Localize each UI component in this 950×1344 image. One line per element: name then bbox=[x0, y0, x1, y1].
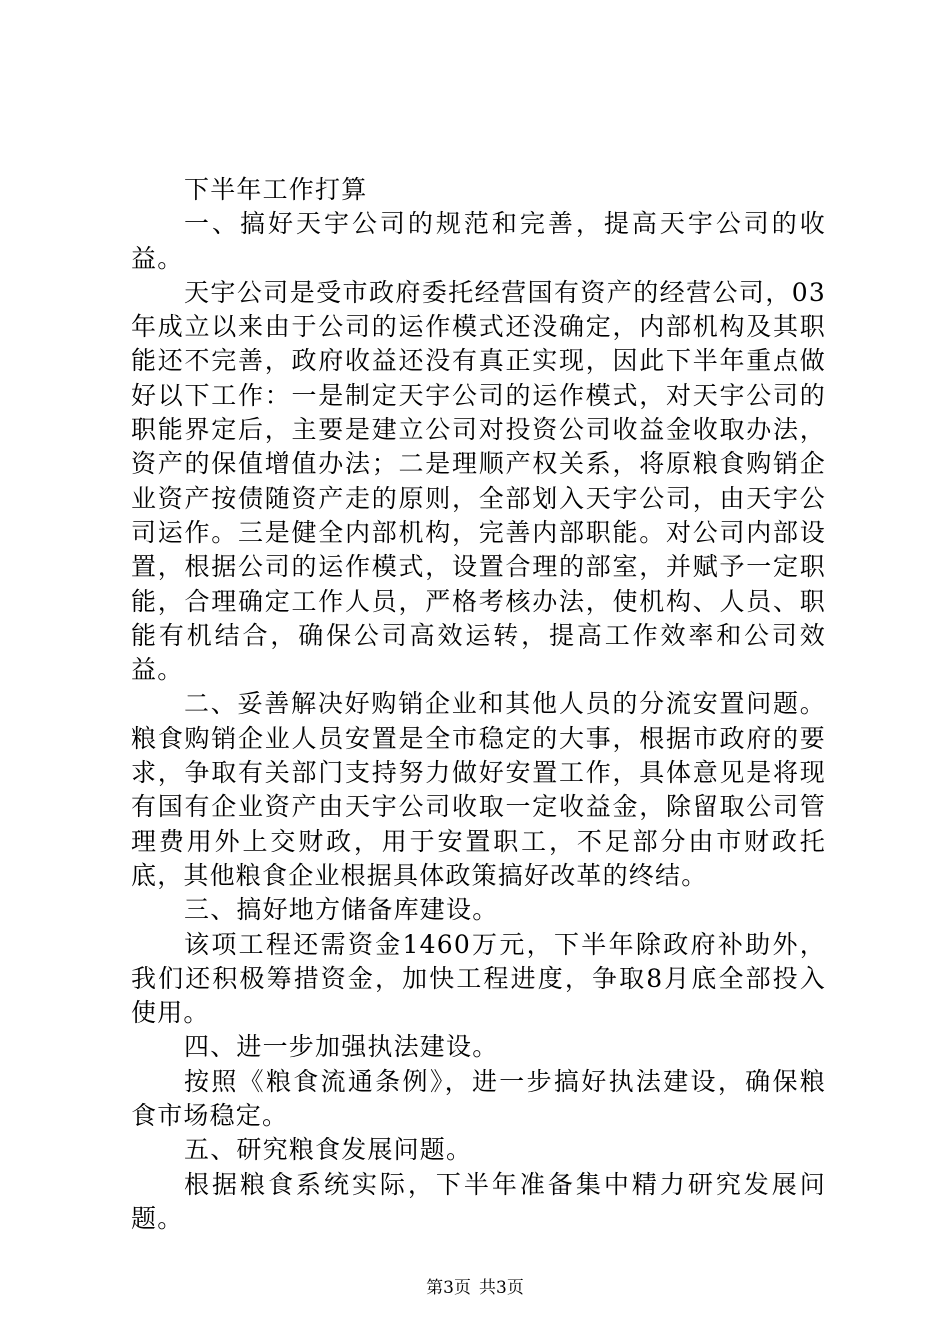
section-1-heading: 一、搞好天宇公司的规范和完善，提高天宇公司的收益。 bbox=[131, 209, 826, 273]
section-1-body: 天宇公司是受市政府委托经营国有资产的经营公司，03年成立以来由于公司的运作模式还没确定，内部机构及其职能还不完善，政府收益还没有真正实现，因此下半年重点做好以下工作：一是制定天宇公司的运作模式，对天宇公司的职能界定后，主要是建立公司对投资公司收益金收取办法，资产的保值增值办法；二是理顺产权关系，将原粮食购销企业资产按债随资产走的原则，全部划入天宇公司，由天宇公司运作。三是健全内部机构，完善内部职能。对公司内部设置，根据公司的运作模式，设置合理的部室，并赋予一定职能，合理确定工作人员，严格考核办法，使机构、人员、职能有机结合，确保公司高效运转，提高工作效率和公司效益。 bbox=[131, 277, 826, 685]
section-3-heading: 三、搞好地方储备库建设。 bbox=[184, 895, 499, 925]
page-footer bbox=[0, 1277, 950, 1299]
section-5-body: 根据粮食系统实际，下半年准备集中精力研究发展问题。 bbox=[131, 1169, 826, 1233]
plan-heading: 下半年工作打算 bbox=[184, 175, 368, 204]
section-2-body: 二、妥善解决好购销企业和其他人员的分流安置问题。粮食购销企业人员安置是全市稳定的大事，根据市政府的要求，争取有关部门支持努力做好安置工作，具体意见是将现有国有企业资产由天宇公司收取一定收益金，除留取公司管理费用外上交财政，用于安置职工，不足部分由市财政托底，其他粮食企业根据具体政策搞好改革的终结。 bbox=[131, 689, 826, 890]
page-total: 共3页 bbox=[479, 1278, 524, 1298]
section-4-heading: 四、进一步加强执法建设。 bbox=[184, 1032, 499, 1062]
document-body bbox=[131, 173, 826, 1236]
section-3-body: 该项工程还需资金1460万元，下半年除政府补助外，我们还积极筹措资金，加快工程进度，争取8月底全部投入使用。 bbox=[131, 929, 826, 1028]
section-5-heading: 五、研究粮食发展问题。 bbox=[184, 1135, 473, 1165]
section-4-body: 按照《粮食流通条例》，进一步搞好执法建设，确保粮食市场稳定。 bbox=[131, 1066, 826, 1131]
page-number: 第3页 bbox=[426, 1278, 471, 1298]
